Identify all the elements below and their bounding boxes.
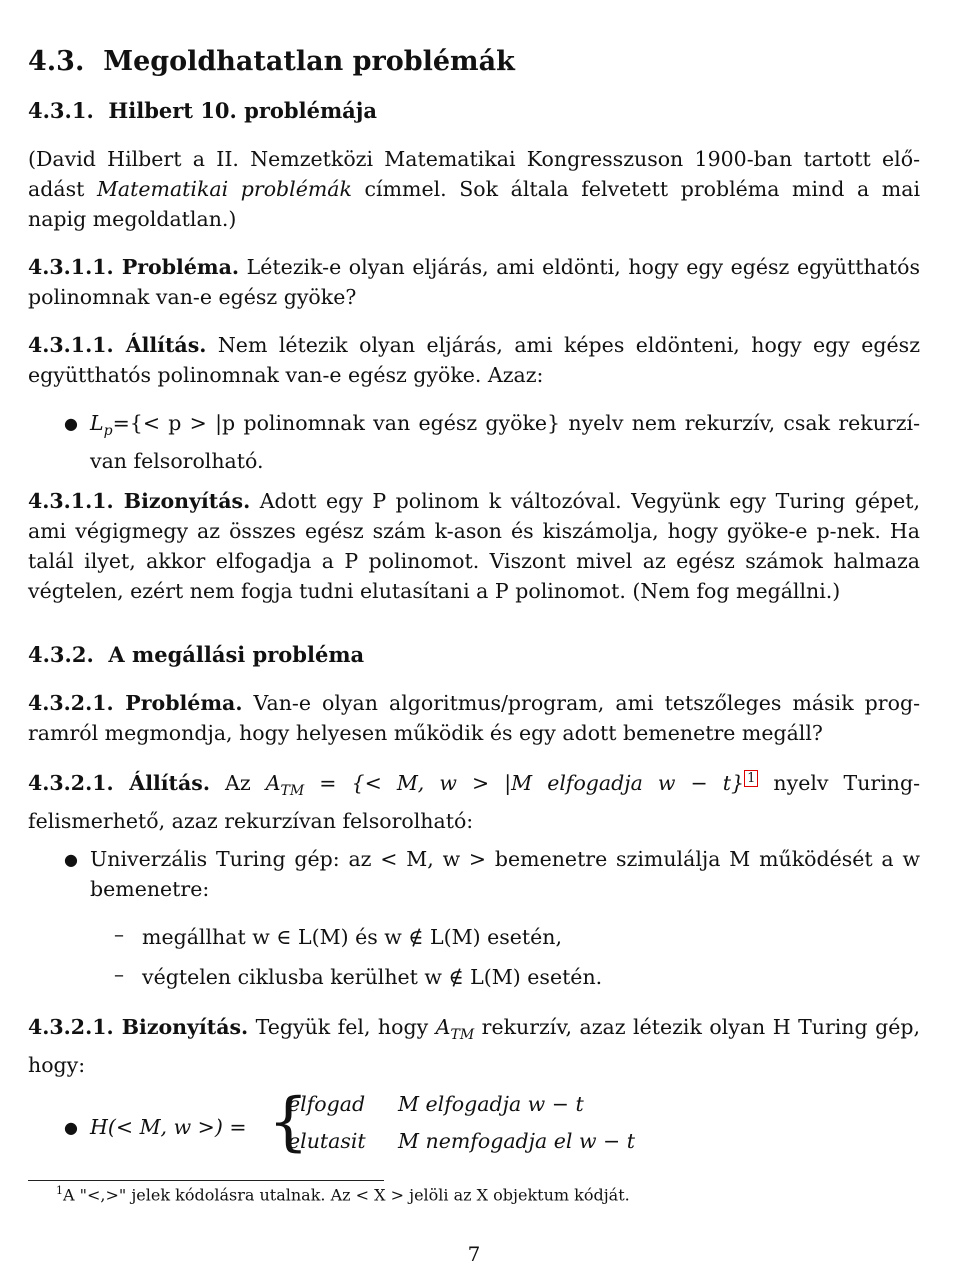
proof-4311	[28, 486, 920, 606]
subsection-title: Hilbert 10. problémája	[108, 98, 377, 123]
subsection-title: A megállási probléma	[108, 642, 365, 667]
case-1-value: elfogad	[288, 1092, 366, 1116]
claim-label: 4.3.1.1. Állítás.	[28, 333, 207, 357]
intro-italic-title: Matematikai problémák	[96, 177, 352, 201]
brace-icon: {	[268, 1085, 309, 1159]
case-2-condition: M nemfogadja el w − t	[398, 1129, 635, 1153]
case-2-value: elutasit	[288, 1129, 366, 1153]
proof-text: Adott egy P polinom k változóval. Vegyünk egy Turing gépet, ami végigmegy az összes egész szám k-ason és kiszámolja, hogy gyöke-e p-nek. Ha talál ilyet, akkor elfogadja a P polinomot. Viszont mivel az egész számok halmaza végtelen, ezért nem fogja tudni elutasítani a P polinomot. (Nem fog megállni.)	[28, 489, 920, 603]
problem-label: 4.3.2.1. Probléma.	[28, 691, 243, 715]
claim-label: 4.3.2.1. Állítás.	[28, 770, 210, 795]
proof-label: 4.3.2.1. Bizonyítás.	[28, 1015, 249, 1039]
problem-text: Van-e olyan algoritmus/program, ami tetszőleges másik prog-ramról megmondja, hogy helyesen működik és egy adott bemenetre megáll?	[28, 691, 920, 745]
math-set: = {< M, w > |M elfogadja w − t}	[304, 770, 745, 795]
claim-text: Nem létezik olyan eljárás, ami képes eldönteni, hogy egy egész együtthatós polinomnak van-e egész gyöke. Azaz:	[28, 333, 921, 387]
problem-label: 4.3.1.1. Probléma.	[28, 255, 239, 279]
math-sub-p: p	[103, 423, 113, 440]
page-number: 7	[467, 1242, 481, 1266]
math-L: L	[90, 411, 104, 435]
dash-item-2: végtelen ciklusba kerülhet w ∉ L(M) esetén.	[142, 965, 603, 989]
bullet-icon: ●	[64, 850, 78, 869]
subsection-heading-hilbert	[28, 98, 920, 123]
footnote	[56, 1184, 630, 1204]
dash-icon: –	[114, 922, 124, 946]
subsection-number: 4.3.2.	[28, 642, 94, 667]
bullet-lp-text: ={< p > |p polinomnak van egész gyöke} nyelv nem rekurzív, csak rekurzí-van felsorolható.	[90, 411, 920, 474]
footnote-link[interactable]: 1	[744, 770, 758, 787]
proof-4321	[28, 1012, 920, 1080]
claim-text: Az	[210, 770, 266, 795]
claim-4311	[28, 330, 920, 390]
intro-text: (David Hilbert a II. Nemzetközi Matematikai Kongresszuson 1900-ban tartott elő-adást	[28, 147, 920, 201]
dash-item-1: megállhat w ∈ L(M) és w ∉ L(M) esetén,	[142, 925, 562, 949]
problem-4311	[28, 252, 920, 312]
math-A: A	[435, 1015, 451, 1039]
bullet-utm	[90, 844, 920, 904]
claim-4321	[28, 764, 920, 836]
problem-text: Létezik-e olyan eljárás, ami eldönti, hogy egy egész együtthatós polinomnak van-e egész gyöke?	[28, 255, 921, 309]
proof-text: Tegyük fel, hogy	[248, 1015, 436, 1039]
proof-text-end: rekurzív, azaz létezik olyan H Turing gép, hogy:	[28, 1015, 920, 1078]
h-lhs: H(< M, w >) =	[90, 1115, 247, 1139]
dash-icon: –	[114, 962, 124, 986]
footnote-rule	[28, 1180, 384, 1181]
subsection-heading-halting	[28, 642, 920, 667]
proof-label: 4.3.1.1. Bizonyítás.	[28, 489, 251, 513]
section-title: Megoldhatatlan problémák	[103, 46, 515, 77]
problem-4321	[28, 688, 920, 748]
math-sub-tm: TM	[280, 782, 305, 799]
hilbert-intro	[28, 144, 920, 234]
case-1-condition: M elfogadja w − t	[398, 1092, 584, 1116]
intro-text-end: címmel. Sok általa felvetett probléma mind a mai napig megoldatlan.)	[28, 177, 920, 231]
bullet-icon: ●	[64, 414, 78, 433]
section-heading	[28, 46, 920, 77]
footnote-text: A "<,>" jelek kódolásra utalnak. Az < X > jelöli az X objektum kódját.	[63, 1185, 630, 1205]
bullet-lp	[90, 408, 920, 476]
footnote-mark: 1	[56, 1184, 63, 1197]
bullet-utm-text: Univerzális Turing gép: az < M, w > bemenetre szimulálja M működését a w bemenetre:	[90, 847, 920, 901]
subsection-number: 4.3.1.	[28, 98, 94, 123]
claim-text-end: nyelv Turing-felismerhető, azaz rekurzívan felsorolható:	[28, 770, 921, 833]
math-A: A	[265, 770, 281, 795]
section-number: 4.3.	[28, 46, 85, 77]
bullet-icon: ●	[64, 1118, 78, 1137]
math-sub-tm: TM	[450, 1027, 475, 1044]
